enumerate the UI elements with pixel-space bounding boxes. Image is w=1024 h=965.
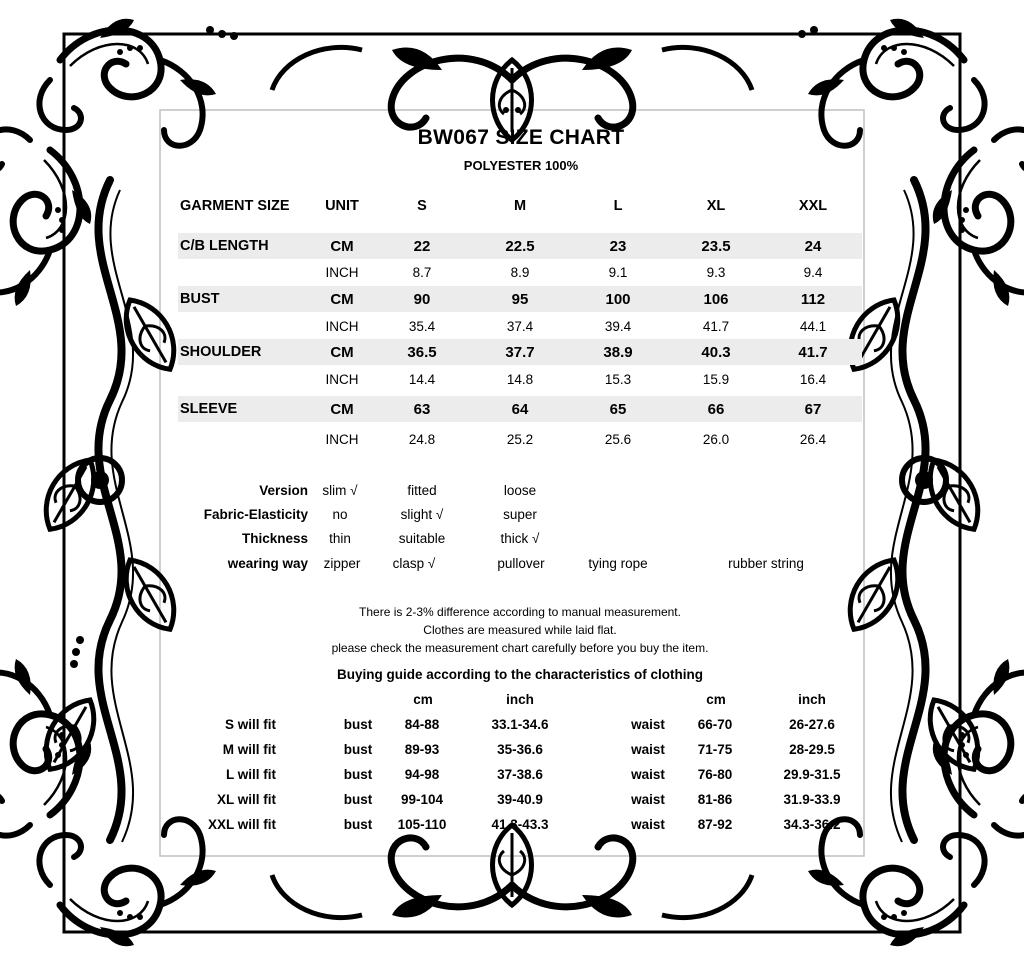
- guide-size-label: L will fit: [226, 767, 276, 782]
- table-cell: 65: [609, 401, 627, 418]
- guide-waist-label: waist: [631, 767, 665, 782]
- guide-bust-label: bust: [343, 742, 373, 757]
- guide-bust-label: bust: [343, 817, 373, 832]
- property-option: clasp √: [392, 556, 436, 571]
- table-cell: 16.4: [799, 372, 827, 387]
- guide-bust-label: bust: [343, 792, 373, 807]
- table-cell: 23.5: [701, 238, 731, 255]
- table-cell: 22.5: [505, 238, 535, 255]
- table-cell: 38.9: [603, 344, 633, 361]
- property-option: no: [332, 507, 348, 522]
- guide-cell: 33.1-34.6: [491, 717, 549, 732]
- table-cell: 22: [413, 238, 431, 255]
- guide-cell: 89-93: [404, 742, 440, 757]
- col-header-m: M: [513, 198, 527, 214]
- property-label-fabric-elasticity: Fabric-Elasticity: [203, 507, 308, 522]
- property-option: tying rope: [588, 556, 648, 571]
- guide-cell: 26-27.6: [789, 717, 835, 732]
- guide-size-label: XL will fit: [216, 792, 276, 807]
- table-cell: 36.5: [407, 344, 437, 361]
- table-cell: 41.7: [798, 344, 828, 361]
- property-option: slight √: [400, 507, 444, 522]
- table-cell: 112: [800, 291, 826, 308]
- guide-bust-label: bust: [343, 717, 373, 732]
- property-option: loose: [503, 483, 537, 498]
- table-cell: 39.4: [604, 319, 632, 334]
- guide-cell: 71-75: [697, 742, 733, 757]
- guide-cell: 76-80: [697, 767, 733, 782]
- property-option: slim √: [322, 483, 358, 498]
- table-cell: 23: [609, 238, 627, 255]
- unit-cm: CM: [330, 238, 354, 255]
- guide-cell: 66-70: [697, 717, 733, 732]
- table-cell: 9.1: [608, 265, 628, 280]
- table-cell: 35.4: [408, 319, 436, 334]
- property-option: zipper: [323, 556, 361, 571]
- property-option: fitted: [407, 483, 437, 498]
- table-cell: 24.8: [408, 432, 436, 447]
- table-cell: 25.6: [604, 432, 632, 447]
- note-line: please check the measurement chart carefully before you buy the item.: [331, 641, 709, 655]
- guide-header-cm: cm: [413, 692, 433, 707]
- table-cell: 15.3: [604, 372, 632, 387]
- table-cell: 37.4: [506, 319, 534, 334]
- property-option: thin: [329, 531, 351, 546]
- table-cell: 67: [804, 401, 822, 418]
- note-line: Clothes are measured while laid flat.: [423, 623, 617, 637]
- col-header-garment-size: GARMENT SIZE: [180, 198, 290, 214]
- guide-header-inch: inch: [506, 692, 534, 707]
- guide-waist-label: waist: [631, 792, 665, 807]
- col-header-unit: UNIT: [325, 198, 359, 214]
- unit-inch: INCH: [325, 432, 359, 447]
- col-header-s: S: [417, 198, 427, 214]
- guide-cell: 41.3-43.3: [491, 817, 549, 832]
- buying-guide-title: Buying guide according to the characteristics of clothing: [336, 667, 704, 682]
- table-cell: 100: [605, 291, 631, 308]
- property-option: suitable: [398, 531, 446, 546]
- guide-cell: 105-110: [397, 817, 447, 832]
- guide-cell: 87-92: [697, 817, 733, 832]
- table-cell: 26.0: [702, 432, 730, 447]
- table-cell: 40.3: [701, 344, 731, 361]
- guide-size-label: XXL will fit: [207, 817, 276, 832]
- table-cell: 37.7: [505, 344, 535, 361]
- property-option: pullover: [497, 556, 545, 571]
- table-cell: 25.2: [506, 432, 534, 447]
- property-option: rubber string: [728, 556, 804, 571]
- property-label-wearing-way: wearing way: [227, 556, 308, 571]
- guide-cell: 99-104: [400, 792, 444, 807]
- property-label-thickness: Thickness: [241, 531, 308, 546]
- table-cell: 66: [707, 401, 725, 418]
- table-cell: 26.4: [799, 432, 827, 447]
- guide-header-inch: inch: [798, 692, 826, 707]
- guide-size-label: M will fit: [222, 742, 276, 757]
- guide-cell: 31.9-33.9: [783, 792, 841, 807]
- table-cell: 41.7: [702, 319, 730, 334]
- table-cell: 8.9: [510, 265, 530, 280]
- row-label-shoulder: SHOULDER: [180, 344, 262, 360]
- unit-cm: CM: [330, 291, 354, 308]
- col-header-xl: XL: [706, 198, 726, 214]
- guide-cell: 29.9-31.5: [783, 767, 841, 782]
- guide-cell: 28-29.5: [789, 742, 835, 757]
- table-cell: 9.3: [706, 265, 726, 280]
- unit-inch: INCH: [325, 265, 359, 280]
- guide-waist-label: waist: [631, 817, 665, 832]
- table-cell: 8.7: [412, 265, 432, 280]
- col-header-xxl: XXL: [798, 198, 828, 214]
- col-header-l: L: [613, 198, 623, 214]
- table-cell: 90: [413, 291, 431, 308]
- guide-waist-label: waist: [631, 742, 665, 757]
- table-cell: 24: [804, 238, 822, 255]
- property-label-version: Version: [259, 483, 308, 498]
- table-cell: 14.8: [506, 372, 534, 387]
- guide-cell: 39-40.9: [497, 792, 543, 807]
- fabric-composition: POLYESTER 100%: [463, 158, 579, 173]
- guide-cell: 34.3-36.2: [783, 817, 841, 832]
- table-cell: 106: [703, 291, 729, 308]
- unit-cm: CM: [330, 401, 354, 418]
- property-option: thick √: [500, 531, 540, 546]
- table-cell: 44.1: [799, 319, 827, 334]
- table-cell: 15.9: [702, 372, 730, 387]
- property-option: super: [503, 507, 537, 522]
- guide-cell: 35-36.6: [497, 742, 543, 757]
- table-cell: 63: [413, 401, 431, 418]
- guide-cell: 84-88: [404, 717, 440, 732]
- unit-inch: INCH: [325, 319, 359, 334]
- unit-inch: INCH: [325, 372, 359, 387]
- guide-size-label: S will fit: [224, 717, 276, 732]
- table-cell: 9.4: [803, 265, 823, 280]
- note-line: There is 2-3% difference according to manual measurement.: [359, 605, 681, 619]
- row-label-cb-length: C/B LENGTH: [180, 238, 269, 254]
- guide-waist-label: waist: [631, 717, 665, 732]
- unit-cm: CM: [330, 344, 354, 361]
- guide-cell: 81-86: [697, 792, 733, 807]
- table-cell: 95: [511, 291, 529, 308]
- table-cell: 64: [511, 401, 529, 418]
- page-title: BW067 SIZE CHART: [417, 126, 625, 149]
- table-cell: 14.4: [408, 372, 436, 387]
- row-label-bust: BUST: [180, 291, 220, 307]
- guide-cell: 37-38.6: [497, 767, 543, 782]
- guide-bust-label: bust: [343, 767, 373, 782]
- row-label-sleeve: SLEEVE: [180, 401, 238, 417]
- guide-header-cm: cm: [706, 692, 726, 707]
- guide-cell: 94-98: [404, 767, 440, 782]
